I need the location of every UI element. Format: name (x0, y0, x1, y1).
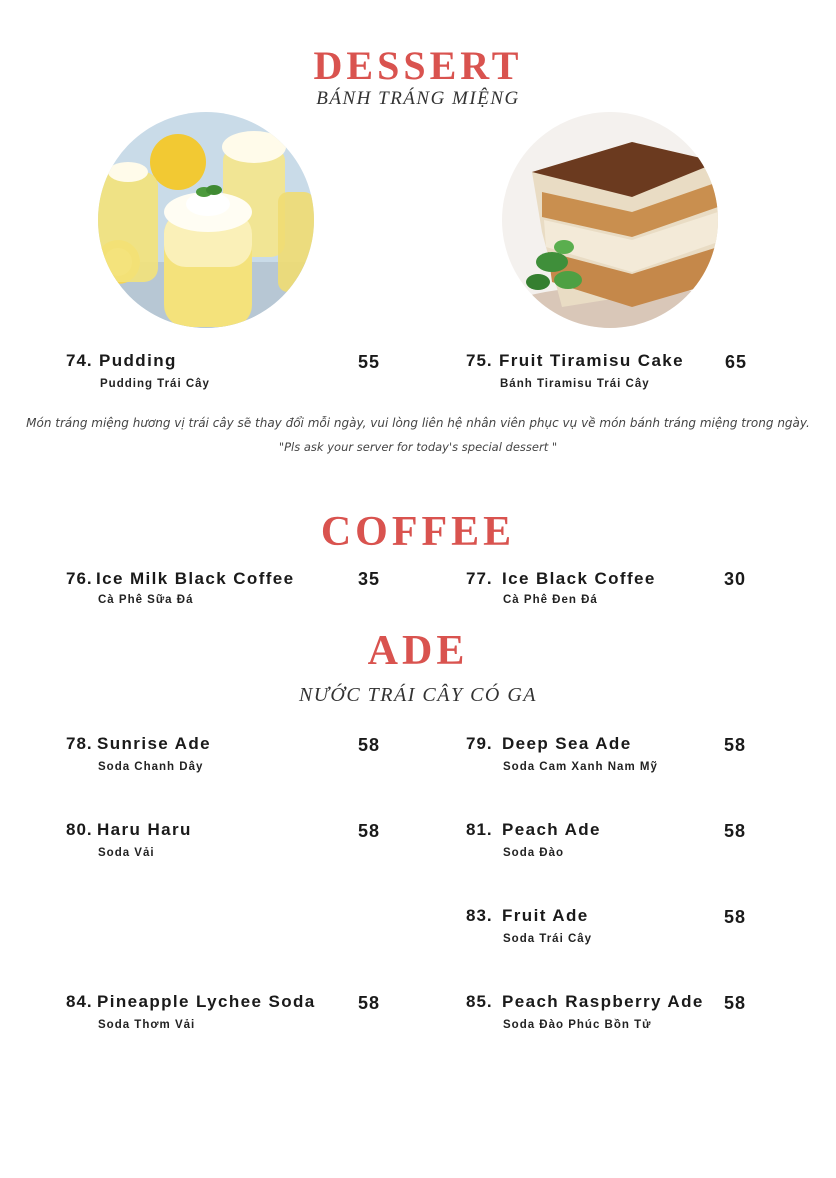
item-price: 58 (724, 993, 747, 1013)
item-number: 83. (466, 906, 493, 925)
item-price: 35 (358, 569, 381, 589)
dessert-subtitle: BÁNH TRÁNG MIỆNG (316, 88, 520, 109)
item-number: 80. (66, 820, 93, 839)
item-vn-name: Soda Thơm Vải (98, 1019, 196, 1031)
item-price: 58 (358, 821, 381, 841)
item-vn-name: Cà Phê Đen Đá (503, 594, 598, 606)
item-vn-name: Soda Vải (98, 847, 155, 859)
item-name: Fruit Ade (502, 906, 589, 925)
ade-title: ADE (367, 628, 469, 674)
item-price: 58 (724, 821, 747, 841)
item-name: Sunrise Ade (97, 734, 211, 753)
item-name: Fruit Tiramisu Cake (499, 351, 685, 370)
item-vn-name: Soda Cam Xanh Nam Mỹ (503, 761, 658, 773)
item-price: 58 (724, 907, 747, 927)
item-vn-name: Bánh Tiramisu Trái Cây (500, 378, 650, 390)
item-vn-name: Soda Đào Phúc Bồn Tử (503, 1019, 652, 1031)
item-number: 75. (466, 351, 493, 370)
dessert-note-en: "Pls ask your server for today's special dessert " (278, 440, 558, 454)
item-name: Ice Milk Black Coffee (96, 569, 295, 588)
item-price: 65 (725, 352, 748, 372)
item-number: 85. (466, 992, 493, 1011)
item-price: 58 (358, 993, 381, 1013)
item-number: 76. (66, 569, 93, 588)
pudding-photo (98, 112, 314, 328)
item-name: Deep Sea Ade (502, 734, 632, 753)
dessert-title: DESSERT (313, 43, 523, 88)
item-number: 84. (66, 992, 93, 1011)
item-name: Pudding (99, 351, 177, 370)
item-name: Peach Raspberry Ade (502, 992, 704, 1011)
coffee-title: COFFEE (320, 509, 516, 555)
item-number: 74. (66, 351, 93, 370)
item-vn-name: Soda Chanh Dây (98, 761, 204, 773)
item-name: Haru Haru (97, 820, 192, 839)
item-price: 58 (358, 735, 381, 755)
item-number: 79. (466, 734, 493, 753)
item-name: Ice Black Coffee (502, 569, 656, 588)
item-vn-name: Pudding Trái Cây (100, 378, 210, 390)
item-number: 81. (466, 820, 493, 839)
item-number: 77. (466, 569, 493, 588)
ade-subtitle: NƯỚC TRÁI CÂY CÓ GA (298, 684, 538, 706)
item-name: Pineapple Lychee Soda (97, 992, 316, 1011)
item-price: 58 (724, 735, 747, 755)
item-vn-name: Cà Phê Sữa Đá (98, 594, 194, 606)
dessert-note-vn: Món tráng miệng hương vị trái cây sẽ thay đổi mỗi ngày, vui lòng liên hệ nhân viên phục vụ về món bánh tráng miệng trong ngày. (26, 416, 810, 430)
item-name: Peach Ade (502, 820, 601, 839)
item-vn-name: Soda Trái Cây (503, 933, 593, 945)
item-price: 30 (724, 569, 747, 589)
tiramisu-photo (502, 112, 718, 328)
item-vn-name: Soda Đào (503, 847, 565, 859)
item-number: 78. (66, 734, 93, 753)
item-price: 55 (358, 352, 381, 372)
